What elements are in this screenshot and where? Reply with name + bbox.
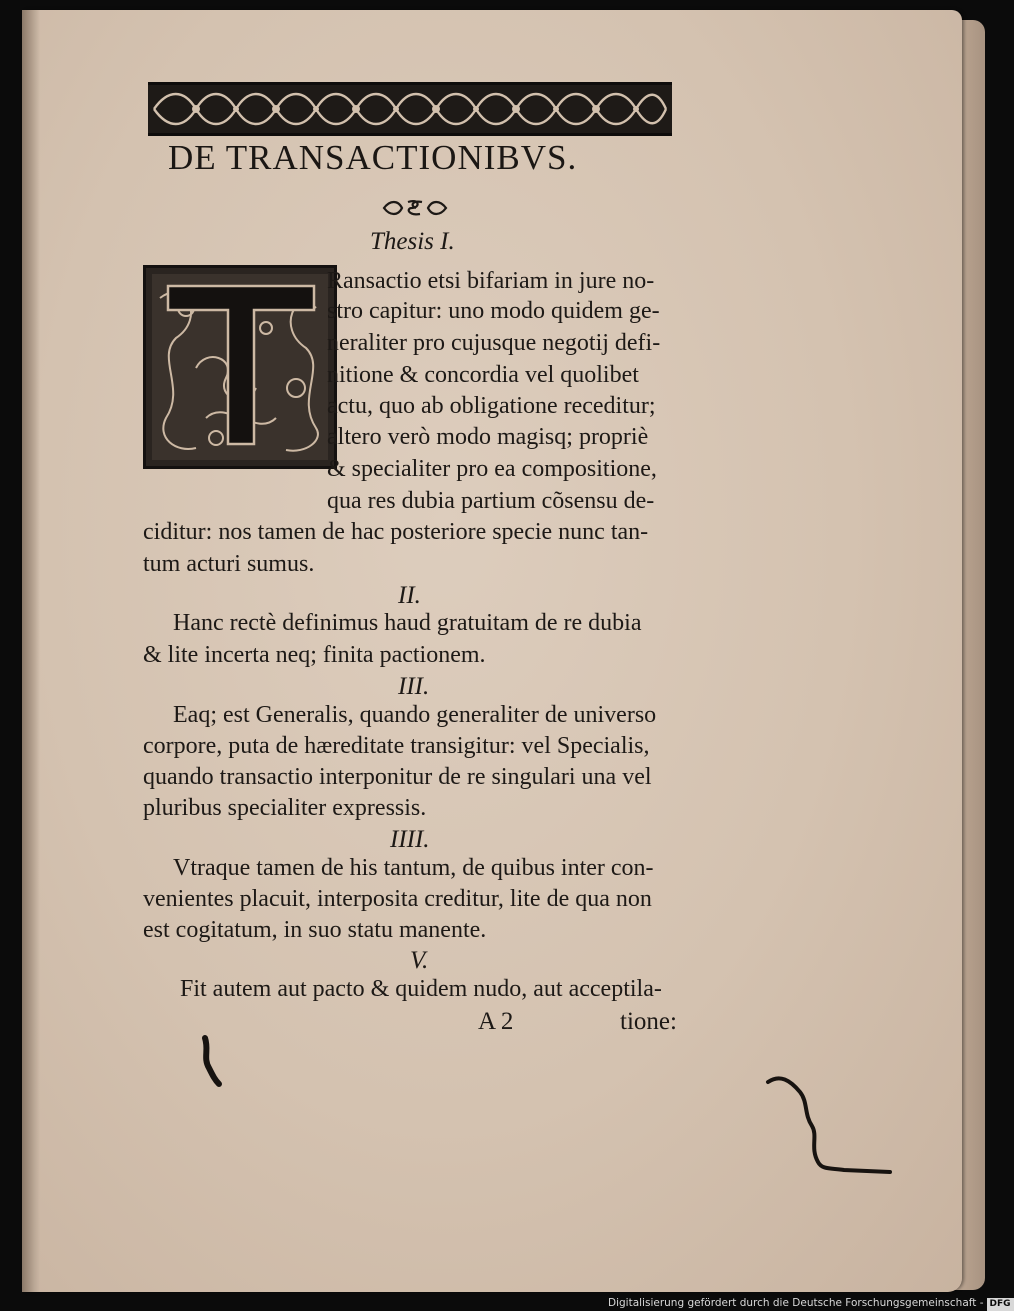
catchword: tione: <box>620 1008 677 1035</box>
thesis-1-line-8: qua res dubia partium cõsensu de- <box>327 488 655 514</box>
thesis-4-line-3: est cogitatum, in suo statu manente. <box>143 917 487 943</box>
thesis-1-line-10: tum acturi sumus. <box>143 551 315 577</box>
thesis-3-line-2: corpore, puta de hæreditate transigitur: vel Specialis, <box>143 733 650 759</box>
digitization-credit <box>608 1296 1014 1311</box>
dfg-logo: DFG <box>987 1298 1014 1311</box>
thesis-1-line-9: ciditur: nos tamen de hac posteriore specie nunc tan- <box>143 519 649 545</box>
footer-text: Digitalisierung gefördert durch die Deutsche Forschungsgemeinschaft - <box>608 1297 984 1309</box>
thesis-3-line-1: Eaq; est Generalis, quando generaliter de universo <box>173 702 657 728</box>
fleuron-ornament <box>380 196 450 220</box>
thesis-1-line-7: & specialiter pro ea compositione, <box>327 456 657 482</box>
thesis-1-heading: Thesis I. <box>370 228 455 255</box>
ink-stain-left <box>195 1030 235 1090</box>
page-gutter <box>22 10 40 1292</box>
thesis-3-line-3: quando transactio interponitur de re singulari una vel <box>143 764 652 790</box>
page-title: DE TRANSACTIONIBVS. <box>168 138 578 177</box>
thesis-2-heading: II. <box>398 582 421 609</box>
thesis-2-line-2: & lite incerta neq; finita pactionem. <box>143 642 486 668</box>
decorated-initial-t <box>143 265 337 469</box>
thesis-1-line-3: neraliter pro cujusque negotij defi- <box>327 330 661 356</box>
thesis-2-line-1: Hanc rectè definimus haud gratuitam de re dubia <box>173 610 642 636</box>
signature-mark: A 2 <box>478 1008 514 1035</box>
thesis-1-line-4: nitione & concordia vel quolibet <box>327 362 639 388</box>
thesis-5-line-1: Fit autem aut pacto & quidem nudo, aut acceptila- <box>180 976 662 1002</box>
thesis-1-line-1: Ransactio etsi bifariam in jure no- <box>327 268 655 294</box>
thesis-4-heading: IIII. <box>390 826 430 853</box>
thesis-3-heading: III. <box>398 673 430 700</box>
thesis-4-line-1: Vtraque tamen de his tantum, de quibus inter con- <box>173 855 654 881</box>
thesis-5-heading: V. <box>410 947 429 974</box>
thesis-3-line-4: pluribus specialiter expressis. <box>143 795 427 821</box>
headpiece-ornament <box>148 82 672 136</box>
ink-stain-right <box>760 1070 900 1190</box>
thesis-1-line-2: stro capitur: uno modo quidem ge- <box>327 298 660 324</box>
thesis-1-line-6: altero verò modo magisq; propriè <box>327 424 649 450</box>
thesis-1-line-5: actu, quo ab obligatione receditur; <box>327 393 656 419</box>
thesis-4-line-2: venientes placuit, interposita creditur, lite de qua non <box>143 886 652 912</box>
